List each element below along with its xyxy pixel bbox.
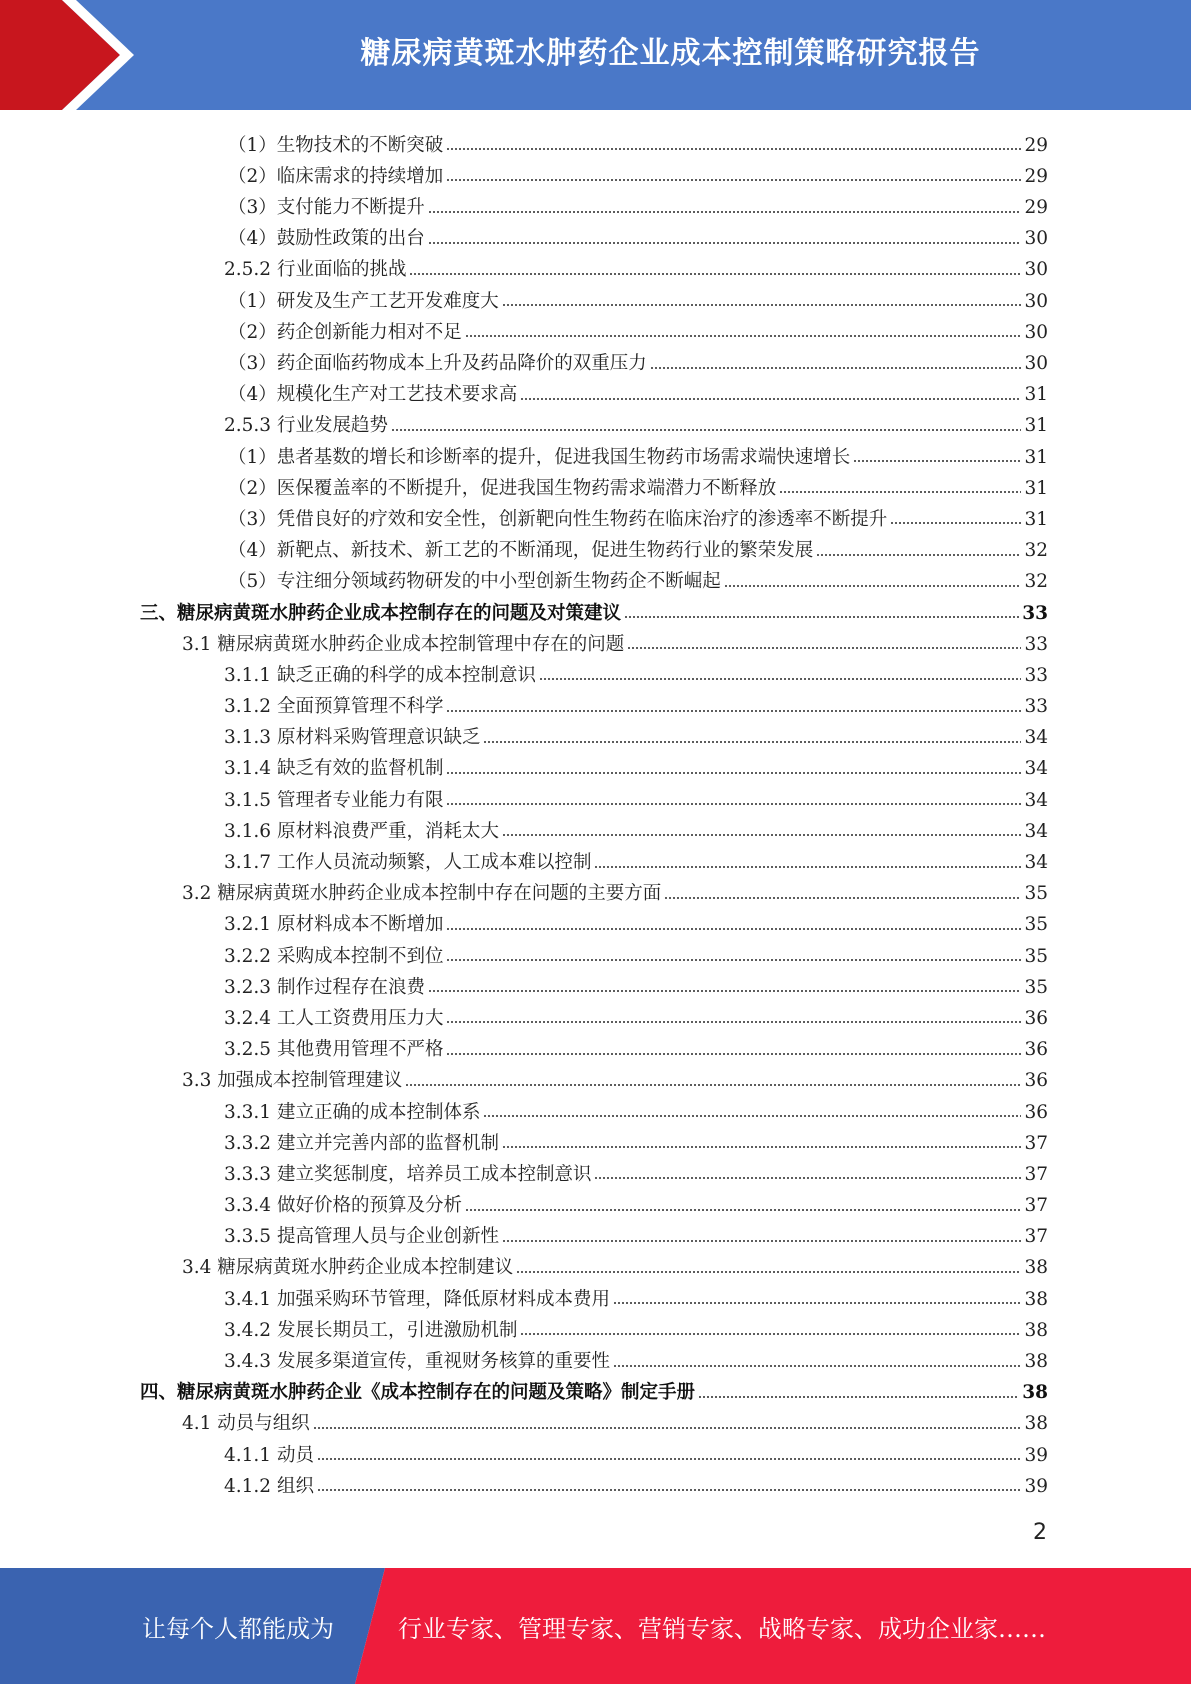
toc-entry-title: （4）鼓励性政策的出台 [228, 228, 425, 250]
toc-entry[interactable] [140, 813, 1048, 844]
toc-dot-leader [428, 241, 1022, 245]
toc-entry-page: 37 [1024, 1132, 1048, 1154]
toc-entry-title: （1）研发及生产工艺开发难度大 [228, 290, 499, 312]
toc-dot-leader [446, 802, 1021, 806]
toc-entry-page: 30 [1024, 259, 1048, 281]
toc-entry-title: 3.2.4 工人工资费用压力大 [224, 1007, 444, 1029]
toc-dot-leader [650, 366, 1022, 370]
toc-entry-page: 31 [1024, 508, 1048, 530]
toc-entry[interactable] [140, 720, 1048, 751]
toc-entry[interactable] [140, 564, 1048, 595]
toc-entry[interactable] [140, 1000, 1048, 1031]
toc-entry[interactable] [140, 1094, 1048, 1125]
toc-entry-title: 3.3.1 建立正确的成本控制体系 [224, 1101, 481, 1123]
toc-entry[interactable] [140, 1468, 1048, 1499]
toc-dot-leader [520, 1332, 1021, 1336]
toc-dot-leader [465, 1208, 1021, 1212]
toc-dot-leader [446, 178, 1021, 182]
toc-entry-title: 3.2.2 采购成本控制不到位 [224, 945, 444, 967]
toc-entry[interactable] [140, 844, 1048, 875]
toc-entry-page: 35 [1024, 976, 1048, 998]
toc-entry-page: 38 [1024, 1319, 1048, 1341]
toc-entry-title: 4.1.1 动员 [224, 1444, 314, 1466]
toc-entry[interactable] [140, 221, 1048, 252]
toc-entry-page: 37 [1024, 1163, 1048, 1185]
toc-entry-title: 4.1 动员与组织 [182, 1413, 310, 1435]
toc-entry-page: 38 [1024, 1351, 1048, 1372]
toc-entry[interactable] [140, 938, 1048, 969]
toc-entry-page: 34 [1024, 852, 1048, 873]
toc-dot-leader [483, 740, 1021, 744]
toc-entry[interactable] [140, 1375, 1048, 1406]
toc-entry-page: 38 [1024, 1257, 1048, 1279]
toc-entry-title: （3）支付能力不断提升 [228, 197, 425, 219]
toc-entry-title: （5）专注细分领域药物研发的中小型创新生物药企不断崛起 [228, 571, 721, 593]
toc-entry-title: 3.3.3 建立奖惩制度，培养员工成本控制意识 [224, 1163, 592, 1185]
toc-entry-page: 30 [1024, 228, 1048, 250]
toc-dot-leader [446, 958, 1021, 962]
toc-dot-leader [446, 771, 1021, 775]
toc-entry-title: 3.4 糖尿病黄斑水肿药企业成本控制建议 [182, 1257, 514, 1279]
toc-dot-leader [539, 677, 1021, 681]
toc-entry-page: 36 [1024, 1101, 1048, 1123]
toc-entry-page: 29 [1024, 134, 1048, 156]
toc-dot-leader [446, 1052, 1021, 1056]
toc-entry-page: 37 [1024, 1195, 1048, 1217]
toc-entry-title: （3）凭借良好的疗效和安全性，创新靶向性生物药在临床治疗的渗透率不断提升 [228, 508, 888, 530]
toc-entry-title: （1）生物技术的不断突破 [228, 134, 444, 156]
toc-entry-title: 3.1 糖尿病黄斑水肿药企业成本控制管理中存在的问题 [182, 633, 625, 655]
toc-dot-leader [446, 709, 1021, 713]
toc-dot-leader [890, 521, 1021, 525]
toc-entry[interactable] [140, 782, 1048, 813]
toc-dot-leader [816, 553, 1021, 557]
toc-entry-title: （4）新靶点、新技术、新工艺的不断涌现，促进生物药行业的繁荣发展 [228, 540, 814, 562]
toc-entry[interactable] [140, 314, 1048, 345]
toc-entry[interactable] [140, 345, 1048, 376]
toc-dot-leader [446, 927, 1021, 931]
toc-entry-title: 3.2.3 制作过程存在浪费 [224, 976, 425, 998]
table-of-contents [140, 127, 1048, 1499]
toc-entry-page: 35 [1024, 914, 1048, 936]
toc-dot-leader [698, 1395, 1019, 1399]
toc-entry-page: 38 [1024, 1413, 1048, 1435]
toc-dot-leader [446, 147, 1021, 151]
toc-entry-page: 35 [1024, 945, 1048, 967]
toc-entry-page: 30 [1024, 353, 1048, 374]
toc-dot-leader [428, 210, 1022, 214]
toc-entry[interactable] [140, 408, 1048, 439]
page-number: 2 [1033, 1520, 1047, 1545]
toc-entry-title: （2）药企创新能力相对不足 [228, 321, 462, 343]
toc-entry-title: 3.4.3 发展多渠道宣传，重视财务核算的重要性 [224, 1351, 610, 1372]
toc-dot-leader [520, 397, 1021, 401]
toc-entry[interactable] [140, 1219, 1048, 1250]
footer-slogan-left: 让每个人都能成为 [142, 1614, 334, 1643]
toc-entry-page: 36 [1024, 1070, 1048, 1092]
toc-dot-leader [446, 1020, 1021, 1024]
toc-entry-page: 31 [1024, 446, 1048, 468]
toc-dot-leader [613, 1301, 1021, 1305]
toc-entry-title: 3.4.1 加强采购环节管理，降低原材料成本费用 [224, 1288, 610, 1310]
toc-entry[interactable] [140, 1156, 1048, 1187]
toc-entry[interactable] [140, 1125, 1048, 1156]
toc-entry-title: 3.3.5 提高管理人员与企业创新性 [224, 1226, 499, 1248]
toc-dot-leader [502, 303, 1022, 307]
toc-entry[interactable] [140, 127, 1048, 158]
toc-entry[interactable] [140, 532, 1048, 563]
toc-dot-leader [624, 615, 1019, 619]
toc-entry-title: 2.5.3 行业发展趋势 [224, 415, 388, 437]
toc-entry-title: 3.3 加强成本控制管理建议 [182, 1070, 403, 1092]
toc-dot-leader [502, 833, 1021, 837]
toc-entry[interactable] [140, 626, 1048, 657]
toc-entry-title: 3.1.4 缺乏有效的监督机制 [224, 758, 444, 780]
toc-dot-leader [409, 272, 1021, 276]
toc-entry-page: 33 [1022, 602, 1048, 624]
toc-dot-leader [502, 1145, 1021, 1149]
toc-entry-title: 3.1.7 工作人员流动频繁，人工成本难以控制 [224, 852, 592, 873]
toc-dot-leader [853, 459, 1021, 463]
toc-entry[interactable] [140, 1031, 1048, 1062]
toc-entry[interactable] [140, 252, 1048, 283]
toc-entry-title: 四、糖尿病黄斑水肿药企业《成本控制存在的问题及策略》制定手册 [140, 1382, 696, 1404]
toc-entry[interactable] [140, 501, 1048, 532]
toc-dot-leader [594, 1176, 1021, 1180]
toc-entry-title: 3.3.2 建立并完善内部的监督机制 [224, 1132, 499, 1154]
toc-dot-leader [405, 1083, 1021, 1087]
toc-entry-page: 39 [1024, 1475, 1048, 1497]
page-header [0, 0, 1191, 110]
toc-dot-leader [502, 1239, 1021, 1243]
toc-entry[interactable] [140, 907, 1048, 938]
toc-entry[interactable] [140, 1343, 1048, 1374]
toc-dot-leader [594, 865, 1021, 869]
toc-entry[interactable] [140, 439, 1048, 470]
toc-entry-title: 2.5.2 行业面临的挑战 [224, 259, 407, 281]
toc-entry-page: 31 [1024, 384, 1048, 406]
toc-entry-title: 3.1.6 原材料浪费严重，消耗太大 [224, 820, 499, 842]
footer-slogan-right: 行业专家、管理专家、营销专家、战略专家、成功企业家…… [398, 1614, 1046, 1643]
toc-entry-page: 36 [1024, 1039, 1048, 1061]
toc-dot-leader [664, 896, 1021, 900]
toc-entry-page: 31 [1024, 415, 1048, 437]
toc-entry-page: 38 [1024, 1288, 1048, 1310]
toc-dot-leader [483, 1114, 1021, 1118]
toc-entry-title: （1）患者基数的增长和诊断率的提升，促进我国生物药市场需求端快速增长 [228, 446, 851, 468]
toc-entry[interactable] [140, 969, 1048, 1000]
toc-entry-page: 36 [1024, 1007, 1048, 1029]
toc-entry-page: 30 [1024, 290, 1048, 312]
toc-entry-title: （3）药企面临药物成本上升及药品降价的双重压力 [228, 353, 647, 374]
toc-entry-title: 3.2.5 其他费用管理不严格 [224, 1039, 444, 1061]
toc-entry-title: 3.4.2 发展长期员工，引进激励机制 [224, 1319, 518, 1341]
toc-entry[interactable] [140, 1281, 1048, 1312]
toc-entry[interactable] [140, 158, 1048, 189]
toc-dot-leader [428, 989, 1021, 993]
toc-entry[interactable] [140, 751, 1048, 782]
page-footer [0, 1568, 1191, 1684]
toc-dot-leader [627, 646, 1021, 650]
toc-entry-page: 34 [1024, 789, 1048, 811]
toc-entry-page: 38 [1022, 1382, 1048, 1404]
toc-entry-page: 32 [1024, 540, 1048, 562]
toc-entry[interactable] [140, 595, 1048, 626]
toc-entry-title: 三、糖尿病黄斑水肿药企业成本控制存在的问题及对策建议 [140, 602, 622, 624]
toc-entry-page: 39 [1024, 1444, 1048, 1466]
toc-dot-leader [391, 428, 1021, 432]
toc-entry-page: 30 [1024, 321, 1048, 343]
toc-entry[interactable] [140, 189, 1048, 220]
toc-entry[interactable] [140, 876, 1048, 907]
toc-entry-page: 34 [1024, 820, 1048, 842]
toc-entry-page: 33 [1024, 664, 1048, 686]
toc-entry[interactable] [140, 1406, 1048, 1437]
toc-entry-page: 29 [1024, 197, 1048, 219]
toc-entry[interactable] [140, 1187, 1048, 1218]
toc-entry-title: 3.2 糖尿病黄斑水肿药企业成本控制中存在问题的主要方面 [182, 883, 662, 905]
toc-entry-title: 3.1.5 管理者专业能力有限 [224, 789, 444, 811]
toc-entry-page: 33 [1024, 696, 1048, 718]
toc-entry[interactable] [140, 1312, 1048, 1343]
toc-dot-leader [317, 1488, 1022, 1492]
toc-entry-page: 31 [1024, 477, 1048, 499]
toc-entry[interactable] [140, 1437, 1048, 1468]
toc-dot-leader [317, 1457, 1022, 1461]
toc-entry[interactable] [140, 377, 1048, 408]
toc-entry[interactable] [140, 1063, 1048, 1094]
toc-entry[interactable] [140, 1250, 1048, 1281]
toc-dot-leader [779, 490, 1021, 494]
toc-entry-page: 37 [1024, 1226, 1048, 1248]
toc-entry-page: 35 [1024, 883, 1048, 905]
toc-entry-title: （2）医保覆盖率的不断提升，促进我国生物药需求端潜力不断释放 [228, 477, 777, 499]
toc-dot-leader [465, 334, 1022, 338]
toc-dot-leader [516, 1270, 1021, 1274]
toc-dot-leader [313, 1426, 1022, 1430]
toc-entry-title: 3.2.1 原材料成本不断增加 [224, 914, 444, 936]
toc-entry-page: 29 [1024, 165, 1048, 187]
toc-entry-title: 3.1.3 原材料采购管理意识缺乏 [224, 727, 481, 749]
toc-entry-page: 34 [1024, 727, 1048, 749]
report-title: 糖尿病黄斑水肿药企业成本控制策略研究报告 [360, 36, 981, 71]
toc-entry-title: （2）临床需求的持续增加 [228, 165, 444, 187]
toc-entry-title: 3.1.2 全面预算管理不科学 [224, 696, 444, 718]
toc-entry-page: 34 [1024, 758, 1048, 780]
toc-entry[interactable] [140, 657, 1048, 688]
toc-dot-leader [724, 584, 1022, 588]
toc-entry[interactable] [140, 688, 1048, 719]
toc-entry-title: 3.3.4 做好价格的预算及分析 [224, 1195, 462, 1217]
toc-entry-page: 32 [1024, 571, 1048, 593]
toc-entry[interactable] [140, 283, 1048, 314]
toc-entry[interactable] [140, 470, 1048, 501]
toc-entry-page: 33 [1024, 633, 1048, 655]
toc-entry-title: （4）规模化生产对工艺技术要求高 [228, 384, 518, 406]
toc-entry-title: 3.1.1 缺乏正确的科学的成本控制意识 [224, 664, 536, 686]
toc-entry-title: 4.1.2 组织 [224, 1475, 314, 1497]
toc-dot-leader [613, 1364, 1021, 1368]
